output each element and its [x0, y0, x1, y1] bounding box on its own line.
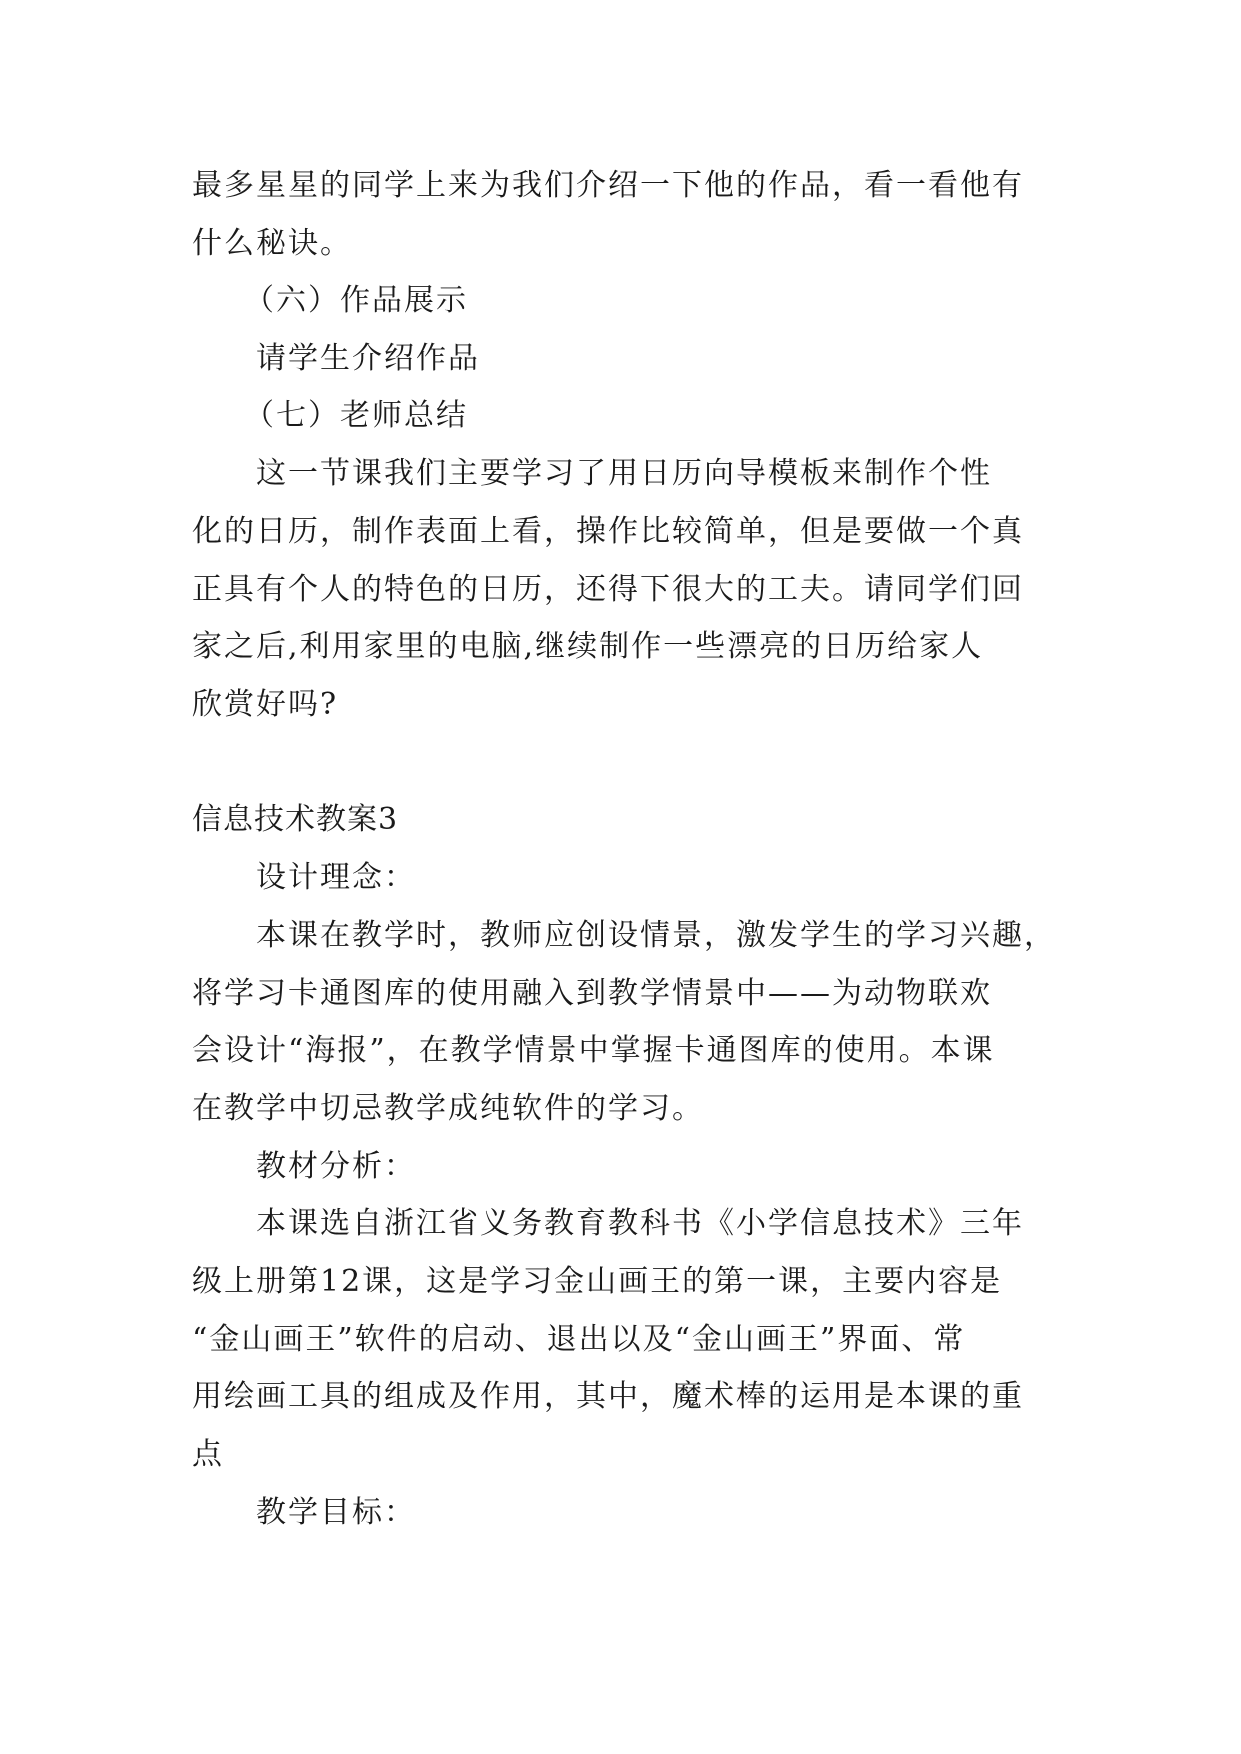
paragraph-line: 请学生介绍作品: [256, 341, 480, 376]
section-heading-goals: 教学目标：: [256, 1495, 416, 1530]
paragraph-line: 正具有个人的特色的日历，还得下很大的工夫。请同学们回: [192, 572, 1024, 607]
paragraph-line: 什么秘诀。: [192, 226, 352, 261]
section-heading-design: 设计理念：: [256, 860, 416, 895]
paragraph-line: 本课选自浙江省义务教育教科书《小学信息技术》三年: [256, 1206, 1024, 1241]
paragraph-line: 点: [192, 1437, 224, 1472]
paragraph-line: 最多星星的同学上来为我们介绍一下他的作品，看一看他有: [192, 168, 1024, 203]
paragraph-line: 会设计“海报”，在教学情景中掌握卡通图库的使用。本课: [192, 1033, 995, 1068]
section-heading-material: 教材分析：: [256, 1149, 416, 1184]
paragraph-line: 将学习卡通图库的使用融入到教学情景中——为动物联欢: [192, 976, 992, 1011]
section-heading-six: （六）作品展示: [244, 283, 468, 318]
paragraph-line: 化的日历，制作表面上看，操作比较简单，但是要做一个真: [192, 514, 1024, 549]
paragraph-line: 家之后,利用家里的电脑,继续制作一些漂亮的日历给家人: [192, 629, 984, 664]
paragraph-line: “金山画王”软件的启动、退出以及“金山画王”界面、常: [192, 1322, 966, 1357]
paragraph-line: 在教学中切忌教学成纯软件的学习。: [192, 1091, 704, 1126]
paragraph-line: 级上册第12课，这是学习金山画王的第一课，主要内容是: [192, 1264, 1003, 1299]
paragraph-line: 这一节课我们主要学习了用日历向导模板来制作个性: [256, 456, 992, 491]
paragraph-line: 用绘画工具的组成及作用，其中，魔术棒的运用是本课的重: [192, 1379, 1024, 1414]
paragraph-line: 本课在教学时，教师应创设情景，激发学生的学习兴趣，: [256, 918, 1056, 953]
document-title: 信息技术教案3: [192, 802, 399, 837]
section-heading-seven: （七）老师总结: [244, 398, 468, 433]
paragraph-line: 欣赏好吗?: [192, 687, 339, 722]
